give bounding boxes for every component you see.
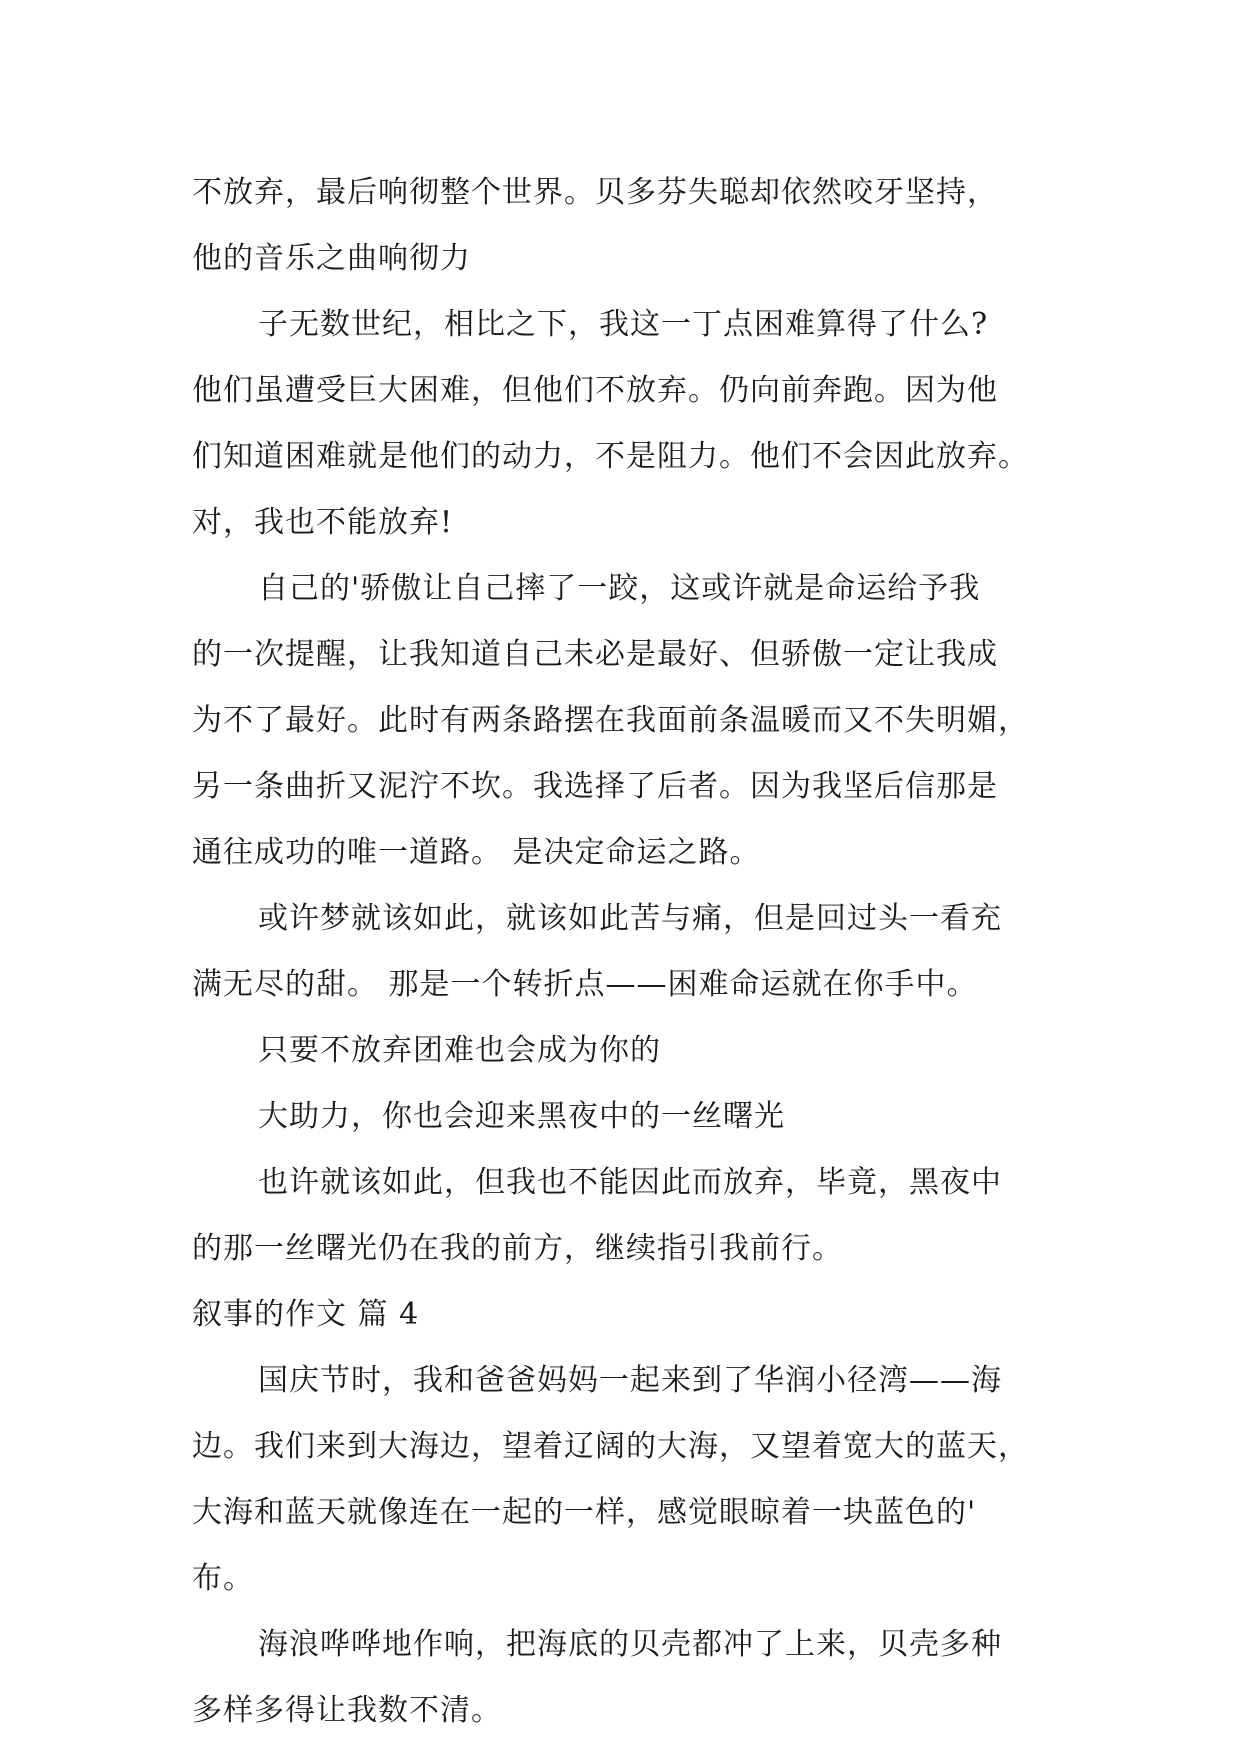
text-line: 只要不放弃团难也会成为你的: [258, 1033, 661, 1068]
text-line: 他的音乐之曲响彻力: [192, 241, 471, 276]
text-line: 为不了最好。此时有两条路摆在我面前条温暖而又不失明媚，: [192, 703, 1029, 738]
text-line: 对，我也不能放弃!: [192, 505, 454, 540]
text-line: 子无数世纪，相比之下，我这一丁点困难算得了什么?: [258, 307, 989, 342]
text-line: 国庆节时，我和爸爸妈妈一起来到了华润小径湾——海: [258, 1363, 1002, 1398]
text-line: 边。我们来到大海边，望着辽阔的大海，又望着宽大的蓝天，: [192, 1429, 1029, 1464]
section-heading: 叙事的作文 篇 4: [192, 1297, 420, 1332]
text-line: 们知道困难就是他们的动力，不是阻力。他们不会因此放弃。: [192, 439, 1029, 474]
text-line: 自己的'骄傲让自己摔了一跤，这或许就是命运给予我: [258, 571, 981, 606]
document-body: [192, 160, 1062, 1744]
text-line: 满无尽的甜。 那是一个转折点——困难命运就在你手中。: [192, 967, 978, 1002]
text-line: 布。: [192, 1561, 254, 1596]
text-line: 另一条曲折又泥泞不坎。我选择了后者。因为我坚后信那是: [192, 769, 998, 804]
text-line: 大助力，你也会迎来黑夜中的一丝曙光: [258, 1099, 785, 1134]
text-line: 通往成功的唯一道路。 是决定命运之路。: [192, 835, 761, 870]
text-line: 多样多得让我数不清。: [192, 1693, 502, 1728]
text-line: 也许就该如此，但我也不能因此而放弃，毕竟，黑夜中: [258, 1165, 1002, 1200]
text-line: 不放弃，最后响彻整个世界。贝多芬失聪却依然咬牙坚持，: [192, 175, 998, 210]
text-line: 或许梦就该如此，就该如此苦与痛，但是回过头一看充: [258, 901, 1002, 936]
text-line: 海浪哗哗地作响，把海底的贝壳都冲了上来，贝壳多种: [258, 1627, 1002, 1662]
text-line: 大海和蓝天就像连在一起的一样，感觉眼晾着一块蓝色的': [192, 1495, 977, 1530]
text-line: 他们虽遭受巨大困难，但他们不放弃。仍向前奔跑。因为他: [192, 373, 998, 408]
text-line: 的那一丝曙光仍在我的前方，继续指引我前行。: [192, 1231, 843, 1266]
text-line: 的一次提醒，让我知道自己未必是最好、但骄傲一定让我成: [192, 637, 998, 672]
